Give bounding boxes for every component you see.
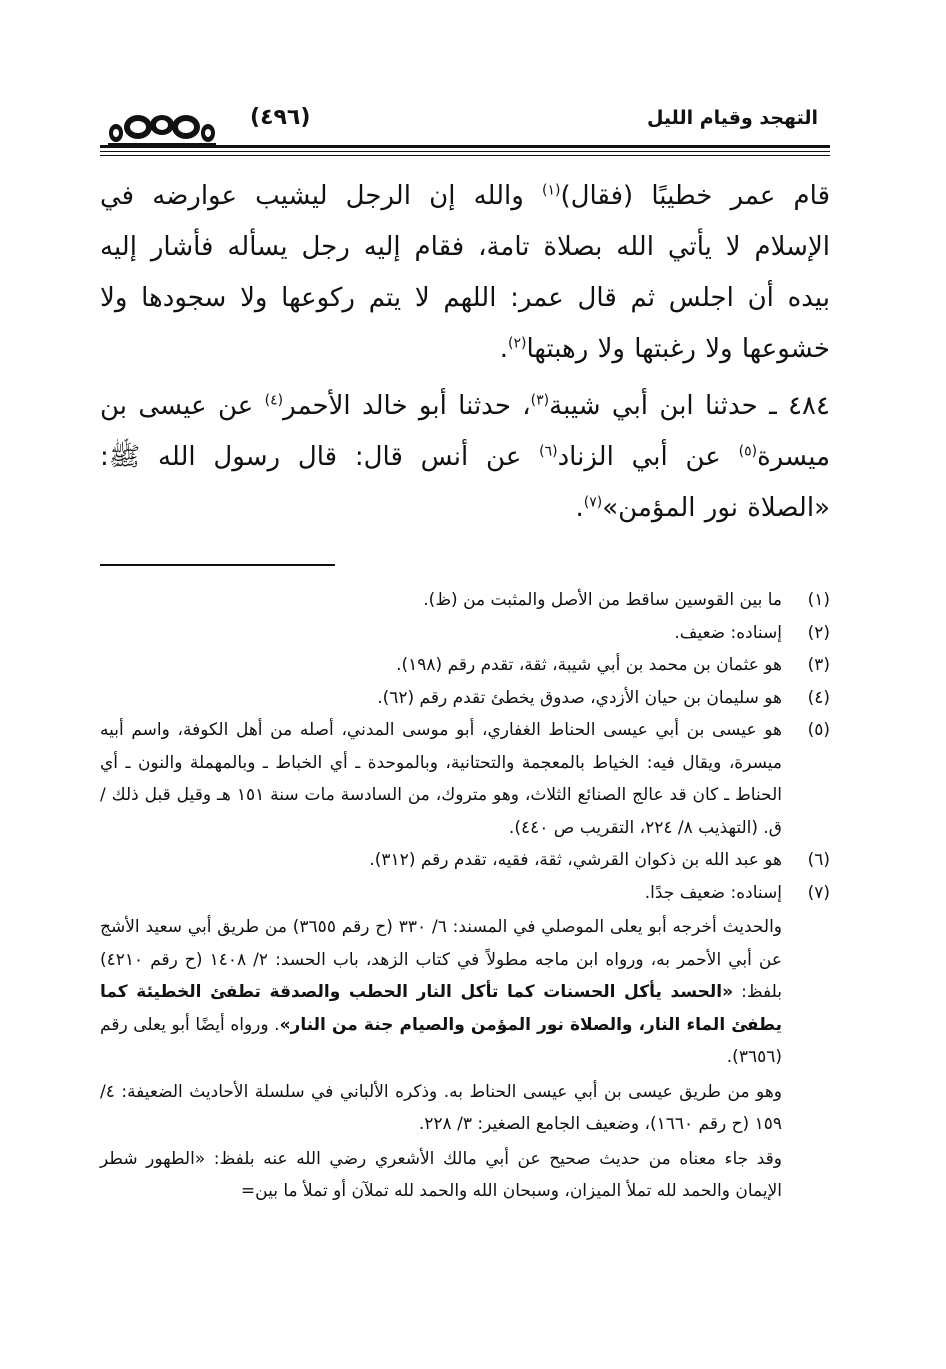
footnote-text: هو عبد الله بن ذكوان القرشي، ثقة، فقيه، تقدم رقم (٣١٢). — [369, 850, 782, 870]
book-page — [100, 95, 830, 1335]
footnote-6 — [100, 844, 830, 877]
footnote-text: إسناده: ضعيف. — [674, 622, 782, 643]
footnotes — [100, 584, 830, 1208]
footnote-number: (٣) — [807, 655, 830, 675]
footnote-text: وهو من طريق عيسى بن أبي عيسى الحناط به. وذكره الألباني في سلسلة الأحاديث الضعيفة: ٤/ ١٥٩ (ح رقم ١٦٦٠)، وضعيف الجامع الصغير: ٣/ ٢٢٨. — [100, 1081, 782, 1134]
footnote-number: (٦) — [807, 850, 830, 870]
footnote-text: إسناده: ضعيف جدًا. — [644, 882, 782, 903]
footnote-separator — [100, 564, 335, 566]
footnote-number: (١) — [807, 590, 830, 610]
footnote-ref: (٤) — [264, 392, 284, 409]
footnote-text: هو عيسى بن أبي عيسى الحناط الغفاري، أبو موسى المدني، أصله من أهل الكوفة، واسم أبيه ميسرة، ويقال فيه: الخياط بالمعجمة والتحتانية، وبالموحدة ـ أي الخباط ـ وبالمهملة والنون ـ أي الحناط ـ كان قد عالج الصنائع الثلاث، وهو متروك، من السادسة مات سنة ١٥١ هـ وقيل قبل ذلك / ق. (التهذيب ٨/ ٢٢٤، التقريب ص ٤٤٠). — [100, 720, 782, 838]
footnote-text: وقد جاء معناه من حديث صحيح عن أبي مالك الأشعري رضي الله عنه بلفظ: «الطهور شطر الإيمان والحمد لله تملأ الميزان، وسبحان الله والحمد لله تملآن أو تملأ ما بين= — [100, 1148, 782, 1201]
footnote-4 — [100, 682, 830, 715]
footnote-number: (٧) — [807, 882, 830, 903]
page-header — [100, 95, 830, 149]
footnote-text: ما بين القوسين ساقط من الأصل والمثبت من (ظ). — [423, 590, 782, 610]
footnote-text: هو عثمان بن محمد بن أبي شيبة، ثقة، تقدم رقم (١٩٨). — [396, 655, 782, 675]
main-text — [100, 171, 830, 534]
footnote-number: (٢) — [807, 622, 830, 643]
paragraph-1: قام عمر خطيبًا (فقال)$^{(١)}$ والله إن الرجل ليشيب عوارضه في الإسلام لا يأتي الله بصلاة تامة، فقام إليه رجل يسأله فأشار إليه بيده أن اجلس ثم قال عمر: اللهم لا يتم ركوعها ولا سجودها ولا خشوعها ولا رغبتها ولا رهبتها$^{(٢)}$. — [100, 181, 830, 364]
header-double-rule — [100, 145, 830, 159]
footnote-ref: (٥) — [738, 443, 758, 460]
running-title: التهجد وقيام الليل — [646, 107, 818, 129]
footnote-number: (٥) — [807, 720, 830, 740]
footnote-text: هو سليمان بن حيان الأزدي، صدوق يخطئ تقدم رقم (٦٢). — [377, 687, 782, 708]
footnote-3 — [100, 649, 830, 682]
footnote-text: والحديث أخرجه أبو يعلى الموصلي في المسند: ٦/ ٣٣٠ (ح رقم ٣٦٥٥) من طريق أبي سعيد الأشج عن أبي الأحمر به، ورواه ابن ماجه مطولاً في كتاب الزهد، باب الحسد: ٢/ ١٤٠٨ (ح رقم ٤٢١٠) بلفظ: «الحسد يأكل الحسنات كما تأكل النار الحطب والصدقة تطفئ الخطيئة كما يطفئ الماء النار، والصلاة نور المؤمن والصيام جنة من النار». ورواه أيضًا أبو يعلى رقم (٣٦٥٦). — [100, 917, 783, 1067]
decorative-header-ornament-icon — [108, 103, 216, 149]
paragraph-2-hadith-484: ٤٨٤ ـ حدثنا ابن أبي شيبة$^{(٣)}$، حدثنا أبو خالد الأحمر$^{(٤)}$ عن عيسى بن ميسرة$^{(٥)}$ عن أبي الزناد$^{(٦)}$ عن أنس قال: قال رسول الله ﷺ: «الصلاة نور المؤمن»$^{(٧)}$. — [100, 391, 830, 523]
footnote-ref: (٦) — [539, 443, 558, 460]
hadith-quote: «الحسد يأكل الحسنات كما تأكل النار الحطب والصدقة تطفئ الخطيئة كما يطفئ الماء النار، والصلاة نور المؤمن والصيام جنة من النار» — [100, 982, 782, 1035]
page-number: (٤٩٦) — [250, 105, 311, 130]
footnote-ref: (٣) — [530, 392, 550, 409]
footnote-ref: (١) — [542, 182, 561, 199]
footnote-5 — [100, 714, 830, 844]
footnote-2 — [100, 617, 830, 650]
footnote-ref: (٧) — [583, 494, 603, 511]
footnote-ref: (٢) — [507, 335, 527, 352]
footnote-number: (٤) — [807, 687, 830, 708]
footnote-1 — [100, 584, 830, 617]
footnote-7 — [100, 877, 830, 1208]
